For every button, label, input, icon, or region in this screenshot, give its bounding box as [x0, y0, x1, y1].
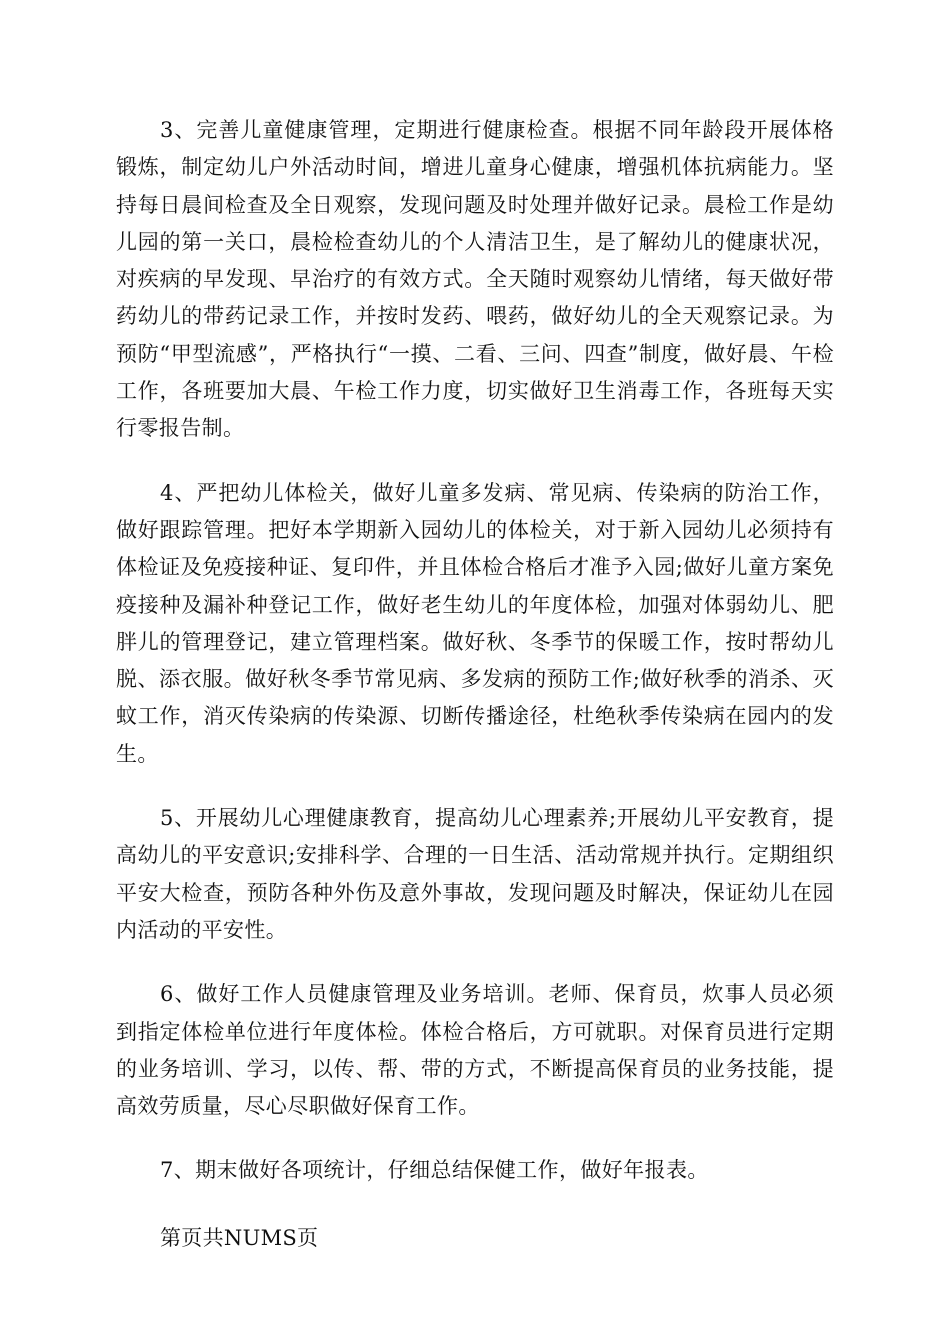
page-footer: 第页共NUMS页 — [160, 1225, 319, 1250]
paragraph-item-5: 5、开展幼儿心理健康教育，提高幼儿心理素养;开展幼儿平安教育，提高幼儿的平安意识;安排科学、合理的一日生活、活动常规并执行。定期组织平安大检查，预防各种外伤及意外事故，发现问题及时解决，保证幼儿在园内活动的平安性。 — [116, 806, 834, 942]
paragraph-item-6: 6、做好工作人员健康管理及业务培训。老师、保育员，炊事人员必须到指定体检单位进行年度体检。体检合格后，方可就职。对保育员进行定期的业务培训、学习，以传、帮、带的方式，不断提高保育员的业务技能，提高效劳质量，尽心尽职做好保育工作。 — [116, 982, 834, 1119]
document-page — [116, 112, 834, 1257]
paragraph-item-4: 4、严把幼儿体检关，做好儿童多发病、常见病、传染病的防治工作，做好跟踪管理。把好本学期新入园幼儿的体检关，对于新入园幼儿必须持有体检证及免疫接种证、复印件，并且体检合格后才准予入园;做好儿童方案免疫接种及漏补种登记工作，做好老生幼儿的年度体检，加强对体弱幼儿、肥胖儿的管理登记，建立管理档案。做好秋、冬季节的保暖工作，按时帮幼儿脱、添衣服。做好秋冬季节常见病、多发病的预防工作;做好秋季的消杀、灭蚊工作，消灭传染病的传染源、切断传播途径，杜绝秋季传染病在园内的发生。 — [116, 480, 834, 766]
paragraph-item-3: 3、完善儿童健康管理，定期进行健康检查。根据不同年龄段开展体格锻炼，制定幼儿户外活动时间，增进儿童身心健康，增强机体抗病能力。坚持每日晨间检查及全日观察，发现问题及时处理并做好记录。晨检工作是幼儿园的第一关口，晨检检查幼儿的个人清洁卫生，是了解幼儿的健康状况，对疾病的早发现、早治疗的有效方式。全天随时观察幼儿情绪，每天做好带药幼儿的带药记录工作，并按时发药、喂药，做好幼儿的全天观察记录。为预防“甲型流感”，严格执行“一摸、二看、三问、四查”制度，做好晨、午检工作，各班要加大晨、午检工作力度，切实做好卫生消毒工作，各班每天实行零报告制。 — [116, 118, 834, 441]
paragraph-item-7: 7、期末做好各项统计，仔细总结保健工作，做好年报表。 — [160, 1158, 709, 1183]
